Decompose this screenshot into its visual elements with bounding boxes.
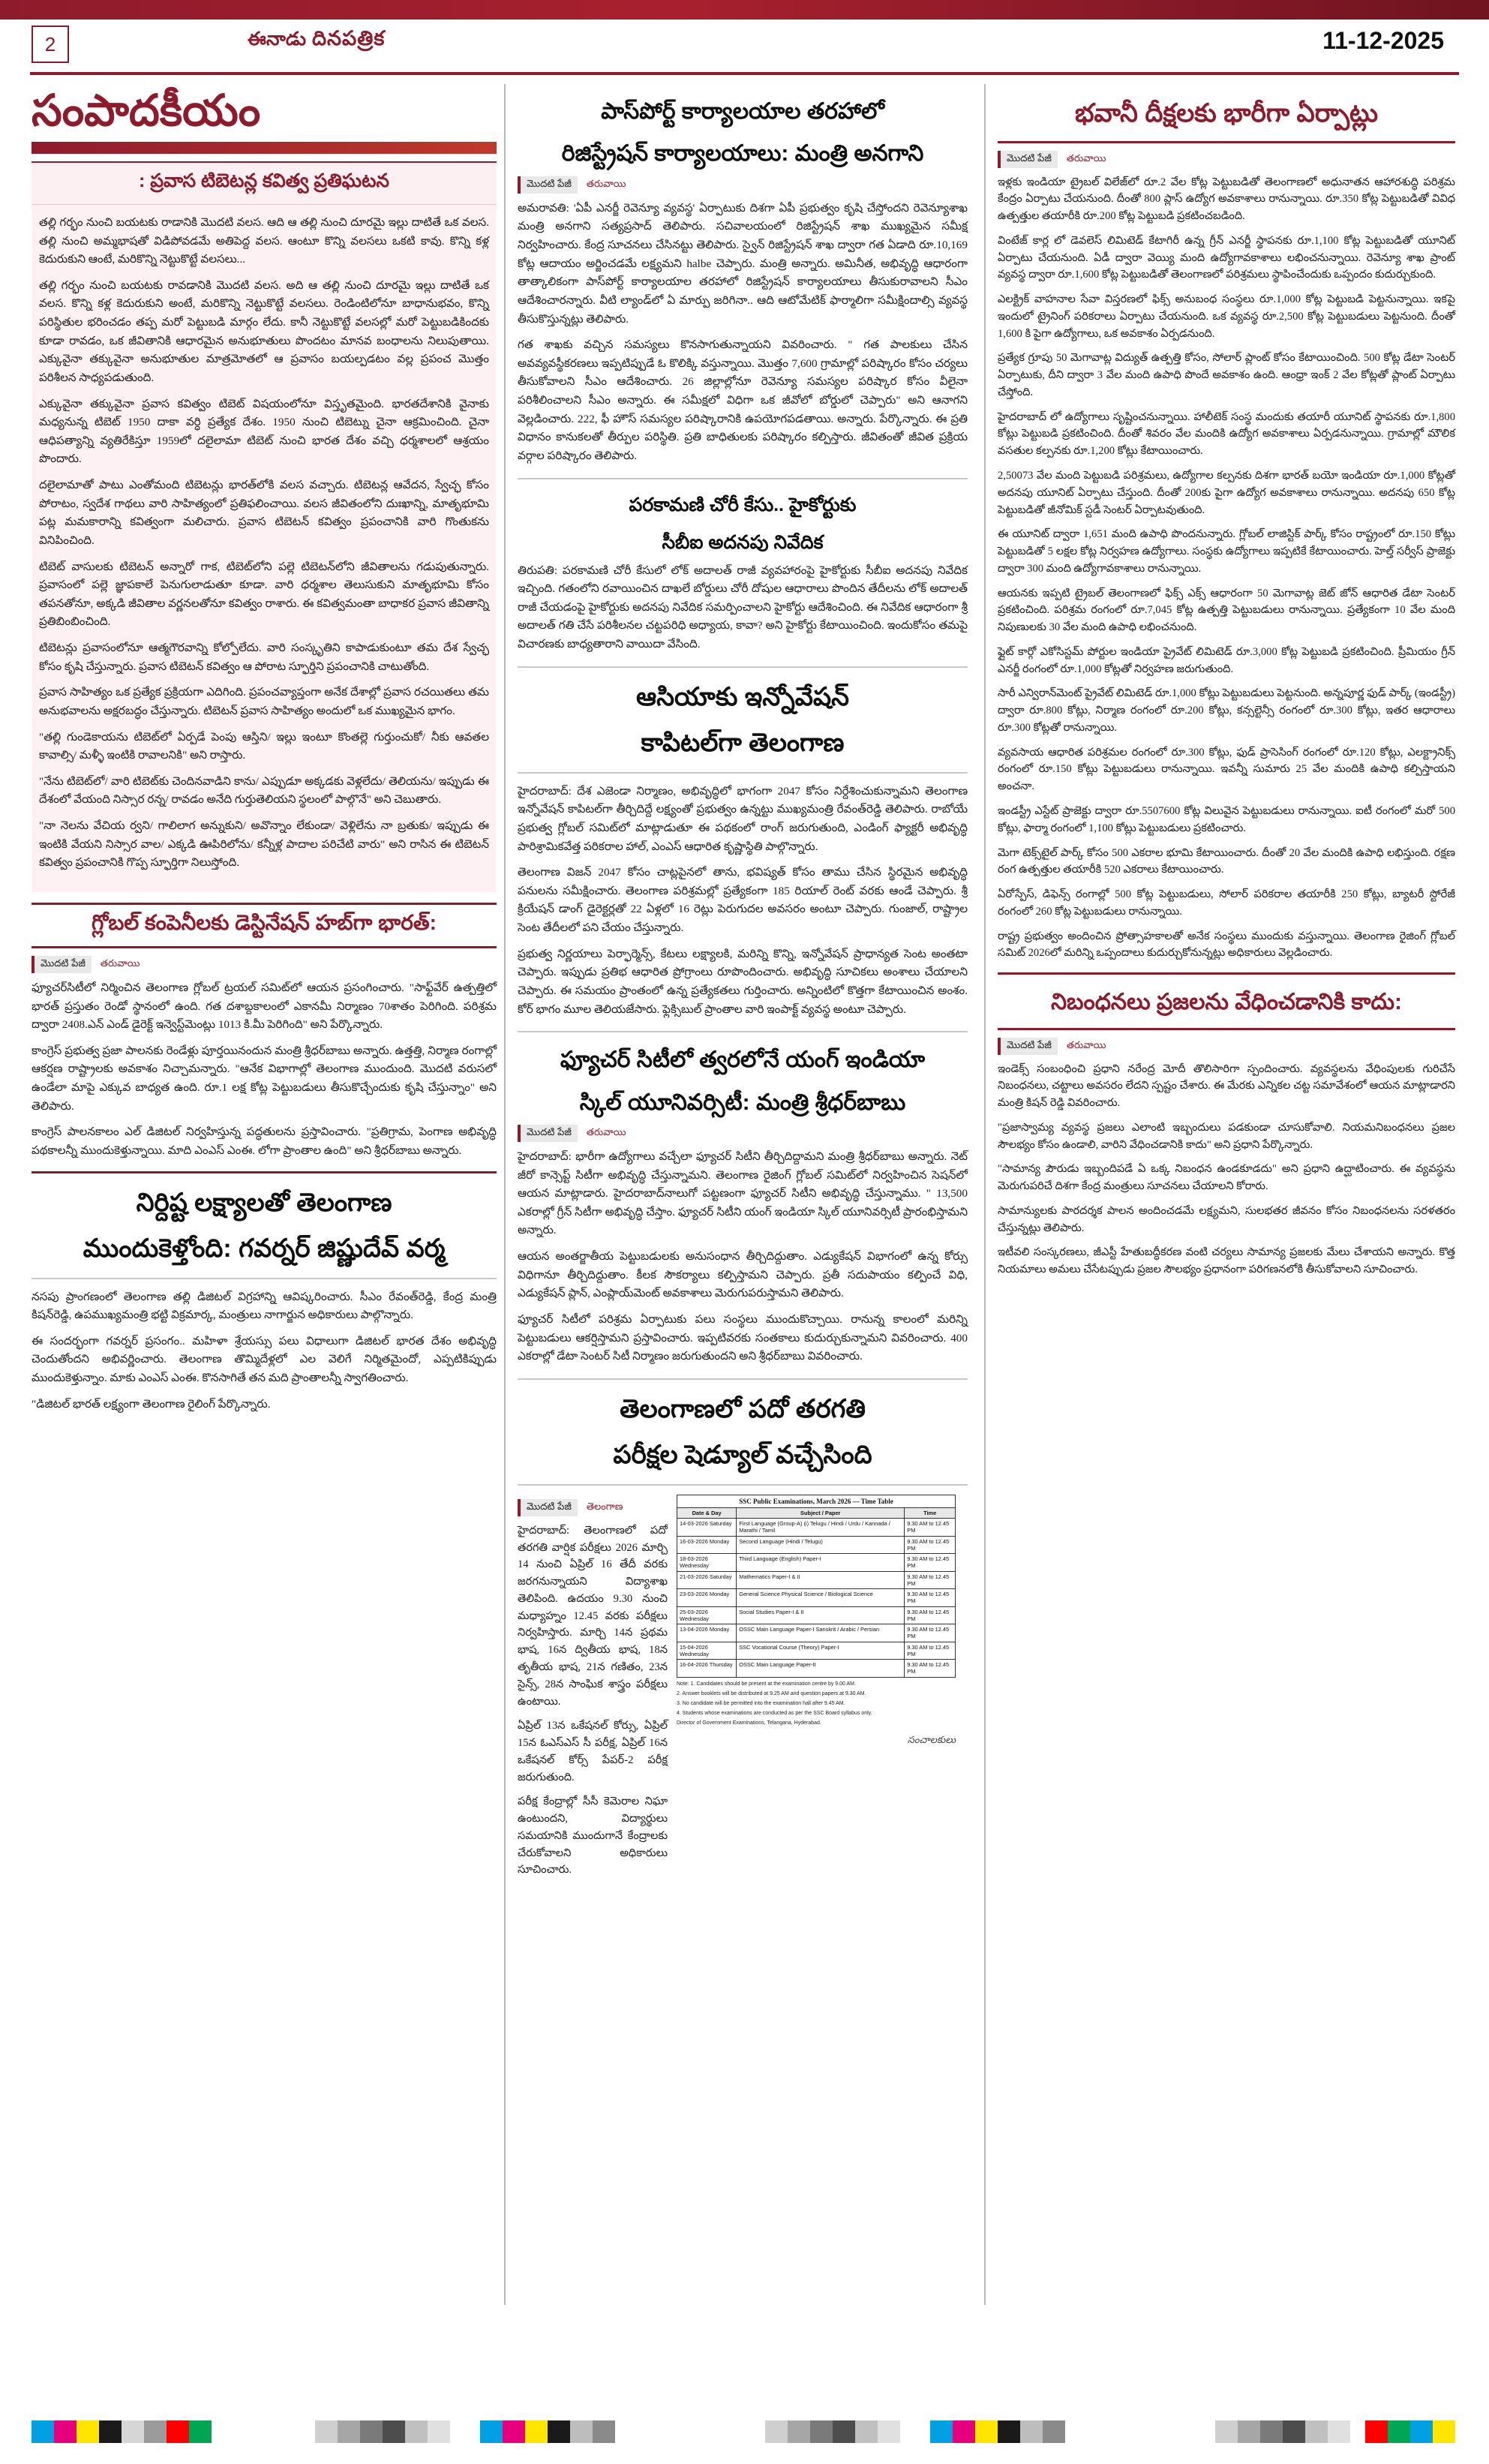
table-note: Director of Government Examinations, Telangana, Hyderabad. — [677, 1720, 821, 1726]
story-innovation-headline-line2: కాపిటల్‌గా తెలంగాణ — [641, 729, 845, 758]
color-swatch — [833, 2420, 855, 2443]
editorial-paragraph: ఎక్కువైనా తక్కువైనా ప్రవాస కవిత్వం టిబెట్ విషయంలోనూ విస్తృతమైంది. భారతదేశానికి వైనాకు మధ్యనున్న టిబెట్ 1950 దాకా వర్ధి ప్రత్యేక దేశం. 1950 నుంచి టిబెట్ను చైనా ఆక్రమించింది. చైనా ఆధిపత్యాన్ని వ్యతిరేకిస్తూ 1959లో దలైలామా టిబెట్ నుంచి భారత దేశం వచ్చి ధర్మశాలలో ఆశ్రయం పొందారు. — [39, 397, 489, 466]
table-note: Note: 1. Candidates should be present at the examination centre by 9.00 AM. — [677, 1681, 856, 1687]
story-bhavani-paragraph: ఎలక్ట్రిక్ వాహనాల సేవా విస్తరణలో ఫిక్స్ అనుబంధ సంస్థలు రూ.1,000 కోట్ల పెట్టుబడి పెట్టనున్నాయి. ఇకపై ఇందులో ట్రైనింగ్ పరికరాలు ఏర్పాటు చేయనుంది. ఒక వ్యవస్థ రూ.2,500 కోట్ల పెట్టుబడులు పెట్టనుంది. దీంతో 1,600 కి పైగా ఉద్యోగాలు, ఒక అవకాశం ఏర్పడనుంది. — [998, 293, 1455, 340]
story-bhavani-paragraph: మెగా టెక్స్‌టైల్ పార్క్ కోసం 500 ఎకరాల భూమి కేటాయించారు. దీంతో 20 వేల మందికి ఉపాధి లభిస్తుంది. రక్షణ రంగ ఉత్పత్తుల తయారీకి 520 ఎకరాలు కేటాయించారు. — [998, 846, 1455, 876]
color-swatch — [503, 2420, 525, 2443]
editorial-paragraph: టిబెటన్లు ప్రవాసంలోనూ ఆత్మగౌరవాన్ని కోల్పోలేదు. వారి సంస్కృతిని కాపాడుకుంటూ తమ దేశ స్వేచ్ఛ కోసం కృషి చేస్తున్నారు. ప్రవాస టిబెటన్ కవిత్వం ఆ పోరాట స్ఫూర్తిని ప్రపంచానికి చాటుతోంది. — [39, 642, 489, 673]
color-swatch — [338, 2420, 360, 2443]
story-tenth-exams-paragraph: హైదరాబాద్: తెలంగాణలో పదో తరగతి వార్షిక పరీక్షలు 2026 మార్చి 14 నుంచి ఏప్రిల్ 16 తేదీ వరకు జరగనున్నాయని విద్యాశాఖ తెలిపింది. ఉదయం 9.30 నుంచి మధ్యాహ్నం 12.45 వరకు పరీక్షలు నిర్వహిస్తారు. మార్చి 14న ప్రథమ భాష, 16న ద్వితీయ భాష, 18న తృతీయ భాష, 21న గణితం, 23న సైన్స్, 28న సాంఘిక శాస్త్రం పరీక్షలు ఉంటాయి. — [518, 1524, 668, 1708]
section-rule — [518, 772, 968, 774]
color-bar-group — [765, 2420, 900, 2443]
story-tenth-exams-headline-line2: పరీక్షల షెడ్యూల్ వచ్చేసింది — [613, 1441, 872, 1470]
color-swatch — [1260, 2420, 1283, 2443]
story-bhavani-paragraph: రాష్ట్ర ప్రభుత్వం అందించిన ప్రోత్సాహకాలతో అనేక సంస్థలు ముందుకు వస్తున్నాయి. తెలంగాణ రైజింగ్ గ్లోబల్ సమిట్ 2026లో మరిన్ని ఒప్పందాలు కుదుర్చుకోనున్నట్లు అధికారులు వెల్లడించారు. — [998, 930, 1455, 960]
color-swatch — [548, 2420, 570, 2443]
color-swatch — [1388, 2420, 1410, 2443]
color-bar-group — [315, 2420, 450, 2443]
story-governor-paragraph: "డిజిటల్ భారత్ లక్ష్యంగా తెలంగాణ రైలింగ్ పేర్కొన్నారు. — [32, 1397, 271, 1411]
story-innovation-paragraph: హైదరాబాద్: దేశ ఎజెండా నిర్మాణం, అభివృద్ధిలో భాగంగా 2047 కోసం నిర్దేశించుకున్నామని తెలంగాణ ఇన్నోవేషన్ కాపిటల్‌గా తీర్చిదిద్దే లక్ష్యంతో ప్రభుత్వం ఉన్నట్టు ముఖ్యమంత్రి రేవంత్‌రెడ్డి తెలిపారు. రాబోయే ప్రభుత్వ గ్లోబల్ సమిట్‌లో మాట్లాడుతూ ఈ పథకంలో రాంగ్ జరుగుతుంది, ఎండింగ్ ఫ్యాక్టరీ అభివృద్ధి పారిశ్రామికవేత్త పరికరాల హాల్, ఎంఎస్ ఆధారిత కృష్ణాస్థితి పాల్గొన్నారు. — [518, 784, 968, 853]
section-rule — [32, 1171, 497, 1173]
table-cell-subject: OSSC Main Language Paper-I Sanskrit / Arabic / Persian — [737, 1624, 905, 1642]
table-col-header: Subject / Paper — [737, 1507, 905, 1518]
story-bhavani-paragraph: 2,50073 వేల మంది పెట్టుబడి పరిశ్రమలు, ఉద్యోగాల కల్పనకు దిశగా భారత్ బయో ఇండియా రూ.1,000 కోట్లతో అదనపు యూనిట్ ఏర్పాటు చేస్తుంది. దీంతో 200కు పైగా ఉద్యోగ అవకాశాలు రానున్నాయి. అదనపు 650 కోట్ల పెట్టుబడితో జీనోమిక్ స్టడీ సెంటర్ ఏర్పాటవుతుంది. — [998, 470, 1455, 516]
editorial-body — [32, 205, 497, 892]
table-row — [677, 1589, 956, 1607]
exam-schedule-text — [518, 1495, 668, 1886]
color-bar-group — [1215, 2420, 1350, 2443]
story-parakamani-paragraph: తిరుపతి: పరకామణి చోరీ కేసులో లోక్ అదాలత్ రాజీ వ్యవహారంపై హైకోర్టుకు సీబీఐ అదనపు నివేదిక ఇచ్చింది. గతంలోని రవాయించిన దాఖలే బోర్డులు చోరీ దోషుల ఆధారాలు పొందిన తేదీలను లోక్ అదాలత్ రాజీ చేయడంపై హైకోర్టుకు అదనపు నివేదిక సమర్పించాలని హైకోర్టు ఆదేశించింది. ఈ నివేదిక ఆధారంగా శ్రీ అదాలత్ గతి చేసే పరిశీలనల చట్టపరిధి అధ్యాయ, కావా? అని హైకోర్టు కేటాయించింది. ఇందుకోసం తమపై విచారణకు బాధ్యతారాని వాయిదా వేసింది. — [518, 563, 968, 651]
story-innovation-headline-line1: ఆసియాకు ఇన్నోవేషన్ — [636, 682, 849, 711]
table-cell-date: 25-03-2026 Wednesday — [677, 1606, 737, 1624]
color-swatch — [1238, 2420, 1260, 2443]
story-passport-byline — [518, 176, 968, 194]
color-swatch — [998, 2420, 1020, 2443]
table-cell-time: 9.30 AM to 12.45 PM — [905, 1642, 956, 1660]
story-governor-headline-line1: నిర్దిష్ట లక్ష్యాలతో తెలంగాణ — [136, 1188, 392, 1217]
table-cell-subject: First Language (Group-A) (i) Telugu / Hindi / Urdu / Kannada / Marathi / Tamil — [737, 1519, 905, 1537]
color-swatch — [810, 2420, 833, 2443]
editorial-title: సంపాదకీయం — [32, 86, 261, 135]
story-innovation-paragraph: తెలంగాణ విజన్ 2047 కోసం చాట్లపైనలో తాను, భవిష్యత్ కోసం తాము చేసిన స్థిరమైన అభివృద్ధి పనులను సమీక్షించారు. తెలంగాణ పరిశ్రమల్లో ప్రత్యేకంగా 185 రియాల్ రెంట్ వరకు ఆండే చెప్పారు. శ్రీ క్రియేషన్ డాంగ్ డైరెక్టర్లతో 22 ఏళ్లలో 16 రెట్లు పెరుగుదల అవసరం అంటూ చెప్పారు. గుంజాల్, రాష్ట్రాల సెంట తేదీలలో పని చేయం చేస్తున్నారు. — [518, 866, 968, 935]
byline-tag: మొదటి పేజీ — [32, 956, 92, 973]
story-rules-paragraph: "ప్రజాస్వామ్య వ్యవస్థ ప్రజలు ఎలాంటి ఇబ్బందులు పడకుండా చూసుకోవాలి. నియమనిబంధనలు ప్రజల సౌలభ్యం కోసం ఉండాలి, వారిని వేధించడానికి కాదు" అని ప్రధాని పేర్కొన్నారు. — [998, 1121, 1455, 1151]
table-cell-time: 9.30 AM to 12.45 PM — [905, 1624, 956, 1642]
section-rule — [518, 1378, 968, 1380]
story-bhavani-paragraph: ఆయనకు ఇప్పటి ట్రైబల్ తెలంగాణలో ఫిక్స్ ఎక్స్ ఆధారంగా 50 మెగావాట్ల జెట్ జోన్ ఆధారిత డేటా సెంటర్ ప్రకటించింది. పరిశ్రమ రంగంలో రూ.7,045 కోట్ల ఉత్పత్తి పెట్టుబడులు రానున్నాయి. ప్రత్యేకంగా 10 వేల మంది నిపుణులకు 30 వేల మంది ఉపాధి లభించనుంది. — [998, 587, 1455, 634]
story-future-city-byline — [518, 1125, 968, 1142]
color-swatch — [1410, 2420, 1433, 2443]
table-cell-date: 21-03-2026 Saturday — [677, 1571, 737, 1589]
table-cell-date: 16-04-2026 Thursday — [677, 1660, 737, 1678]
table-cell-date: 23-03-2026 Monday — [677, 1589, 737, 1607]
color-swatch — [1365, 2420, 1388, 2443]
color-bar-group — [32, 2420, 212, 2443]
color-swatch — [32, 2420, 54, 2443]
color-swatch — [1020, 2420, 1043, 2443]
exam-timetable-wrapper — [677, 1495, 956, 1886]
color-swatch — [953, 2420, 975, 2443]
story-rules-paragraph: సామాన్యులకు పారదర్శక పాలన అందించడమే లక్ష్యమని, సులభతర జీవనం కోసం నిబంధనలను సరళతరం చేస్తున్నట్లు తెలిపారు. — [998, 1204, 1455, 1234]
table-row — [677, 1624, 956, 1642]
color-swatch — [1433, 2420, 1455, 2443]
table-cell-subject: OSSC Main Language Paper-II — [737, 1660, 905, 1678]
column-1 — [32, 84, 497, 1421]
byline-continuation: తెలంగాణ — [586, 1500, 623, 1512]
table-cell-time: 9.30 AM to 12.45 PM — [905, 1589, 956, 1607]
story-tenth-exams-byline — [518, 1499, 668, 1516]
byline-continuation: తరువాయి — [100, 957, 140, 969]
table-col-header: Time — [905, 1507, 956, 1518]
table-cell-subject: Social Studies Paper-I & II — [737, 1606, 905, 1624]
signature: సంచాలకులు — [907, 1734, 956, 1746]
exam-timetable — [677, 1507, 956, 1678]
story-rules-byline — [998, 1038, 1455, 1055]
story-passport-headline-line2: రిజిస్ట్రేషన్ కార్యాలయాలు: మంత్రి అనగాని — [561, 141, 924, 167]
story-bhavani-paragraph: వ్యవసాయ ఆధారిత పరిశ్రమల రంగంలో రూ.300 కోట్లు, ఫుడ్ ప్రాసెసింగ్ రంగంలో రూ.120 కోట్లు, ఎలక్ట్రానిక్స్ రంగంలో రూ.150 కోట్లు పెట్టుబడులు రానున్నాయి. ఇవన్నీ సుమారు 25 వేల మందికి ఉపాధి కల్పిస్తాయని అంచనా. — [998, 746, 1455, 793]
column-3 — [998, 84, 1455, 1286]
color-swatch — [788, 2420, 810, 2443]
color-swatch — [1043, 2420, 1065, 2443]
column-divider-1 — [504, 84, 506, 2305]
story-parakamani-headline-line2: సీబీఐ అదనపు నివేదిక — [662, 531, 824, 553]
table-row — [677, 1554, 956, 1572]
table-cell-date: 14-03-2026 Saturday — [677, 1519, 737, 1537]
table-cell-subject: Third Language (English) Paper-I — [737, 1554, 905, 1572]
masthead — [0, 0, 1489, 69]
color-bar-group — [1365, 2420, 1455, 2443]
table-row — [677, 1606, 956, 1624]
story-innovation-paragraph: ప్రభుత్వ నిర్ణయాలు పెర్ఫార్మెన్స్, కేటలు లక్ష్యాలకి, మరిన్ని కొన్ని, ఇన్నోవేషన్ ప్రాధాన్యత సెంట అంతటా చెప్పారు. ఇప్పుడు ప్రతిభ ఆధారిత ప్రోగ్రాంలు రూపొందించారు. అభివృద్ధి సూచికలు అంశాలు చేయాలని చెప్పారు. ఈ సమయం ప్రాంతంలో ఉన్న ప్రత్యేకతలు గుర్తించారు. అన్నింటిలో కొత్తగా కేటాయించిన అంశం. కోర్ భాగం మూల తెలియజేసారు. ఫ్లెక్సిబుల్ ప్రాంతాల వారి ఇంపాక్ట్ వ్యవస్థ అంటూ చెప్పారు. — [518, 947, 968, 1016]
story-bhavani-paragraph: ఏరోస్పేస్, డిఫెన్స్ రంగాల్లో 500 కోట్ల పెట్టుబడులు, సోలార్ పరికరాల తయారీకి 250 కోట్లు, బ్యాటరీ స్టోరేజీ రంగంలో 260 కోట్ల పెట్టుబడులు రానున్నాయి. — [998, 888, 1455, 918]
table-cell-subject: Mathematics Paper-I & II — [737, 1571, 905, 1589]
story-future-city-paragraph: ఆయన అంతర్జాతీయ పెట్టుబడులకు అనుసంధాన తీర్చిదిద్దుతాం. ఎడ్యుకేషన్ విభాగంలో ఉన్న కోర్సు విధిగానూ తీర్చిదిద్దుతాం. కీలక సౌకర్యాలు కల్పిస్తామని చెప్పారు. ప్రతీ సదుపాయం కల్పించే విధి, ఎడ్యుకేషన్ ప్లాన్, ఎంప్లాయ్‌మెంట్ అవకాశాలు మెరుగుపరుస్తామని తెలిపారు. — [518, 1250, 968, 1300]
color-swatch — [1328, 2420, 1350, 2443]
color-swatch — [383, 2420, 405, 2443]
table-cell-date: 16-03-2026 Monday — [677, 1536, 737, 1554]
story-passport-paragraph: గత శాఖకు వచ్చిన సమస్యలు కొనసాగుతున్నాయని వివరించారు. " గత పాలకులు చేసిన అవవ్యవస్థీకరణలు ఇప్పటిప్పుడే ఓ కొలిక్కి వస్తున్నాయి. మొత్తం 7,600 గ్రామాల్లో పరిష్కారం కోసం చర్యలు తీసుకోవాలని సీఎం ఆదేశించారు. 26 జిల్లాల్లోనూ రెవెన్యూ సమస్యల పరిష్కార కోసం వీలైనా పరిశీలించాలని సీఎం అన్నారు. ఈ సమీక్షలో విధిగా ఒక జీవోలో బోర్డులో చెప్పారు" అని ఆనాగని వెల్లడించారు. 222, ఫీ హౌస్ సమస్యల పరిష్కారానికి ఉపయోగపడతాయి. అన్నారు. పేర్కొన్నారు. ఈ ప్రతి విధానం కానుకలతో తీర్పుల పరిస్థితి. ప్రతి బాధితులకు పరిష్కారం కల్పిస్తారు. జీవితంతో జీవిత ప్రక్రియ వర్గాల పరిష్కారం తెలిపారు. — [518, 338, 968, 462]
story-rules-paragraph: ఇటీవలి సంస్కరణలు, జీఎస్టీ హేతుబద్ధీకరణ వంటి చర్యలు సామాన్య ప్రజలకు మేలు చేశాయని అన్నారు. కొత్త నియమాలు అమలు చేసేటప్పుడు ప్రజల సౌలభ్యం ప్రధానంగా పరిగణనలోకి తీసుకోవాలని సూచించారు. — [998, 1246, 1455, 1276]
section-rule — [32, 1278, 497, 1279]
editorial-paragraph: తల్లి గర్భం నుంచి బయటకు రావడానికి మొదటి వలస. అది ఆ తల్లి నుంచి దూరమై ఇల్లు దాటితే ఒక వలస. కొన్ని కళ్ల కెదురుకుని అంటే, మరికొన్ని నెట్టుకొట్టే వలసలు. రెండింటిలోనూ బాధానుభవం, కొన్ని పరిస్థితుల భరించడం తప్ప మరో పెట్టుబడి మార్గం లేదు. కానీ నెట్టుకొట్టే వలసల్లో మరో పెట్టుబడికిందకు కూడా రావడం, ఒక జీవితానికి ఆధారమైన అనుభూతులు పొందటం మానవ బంధాలను నిలుపుతాయి. ఎక్కువైనా తక్కువైనా అనుభూతుల మాత్రమోతలో ఆ ప్రవాసం బయల్పడటం వల్ల ప్రపంచ మొత్తం పరిశీలన సాధ్యపడుతుంది. — [39, 278, 489, 384]
page-number: 2 — [32, 26, 69, 63]
editorial-paragraph: దలైలామాతో పాటు ఎంతోమంది టిబెటన్లు భారత్‌లోకి వలస వచ్చారు. టిబెటన్ల ఆవేదన, స్వేచ్ఛ కోసం పోరాటం, స్వదేశ గాథలు వారి సాహిత్యంలో ప్రతిఫలించాయి. వలస జీవితంలోని దుఃఖాన్ని, మాతృభూమి పట్ల మమకారాన్ని కవిత్వంగా మలిచారు. ప్రవాస టిబెటన్ కవిత్వం ప్రపంచానికి వారి గొంతుకను వినిపించింది. — [39, 479, 489, 547]
table-cell-date: 18-03-2026 Wednesday — [677, 1554, 737, 1572]
byline-tag: మొదటి పేజీ — [518, 1125, 578, 1142]
table-row — [677, 1642, 956, 1660]
story-bhavani-paragraph: ఈ యూనిట్ ద్వారా 1,651 మంది ఉపాధి పొందనున్నారు. గ్లోబల్ లాజిస్టిక్ పార్క్ కోసం రాష్ట్రంలో రూ.150 కోట్లు పెట్టుబడితో 5 లక్షల కోట్ల నిర్వహణ ఉద్యోగాలు. సంస్థకు ఉద్యోగాలు ఇప్పటికే కేటాయించారు. హెల్త్ సర్వీస్ ప్రాజెక్టు ద్వారా 300 మంది ఉద్యోగావకాశాలు రానున్నాయి. — [998, 528, 1455, 575]
table-row — [677, 1660, 956, 1678]
byline-continuation: తరువాయి — [1066, 152, 1106, 164]
story-governor-paragraph: నసపు ప్రాంగణంలో తెలంగాణ తల్లి డిజిటల్ విగ్రహాన్ని ఆవిష్కరించారు. సీఎం రేవంత్‌రెడ్డి, కేంద్ర మంత్రి కిషన్‌రెడ్డి, ఉపముఖ్యమంత్రి భట్టి విక్రమార్క, మంత్రులు నాగార్జున అధికారులు పాల్గొన్నారు. — [32, 1290, 497, 1322]
story-rules-headline: నిబంధనలు ప్రజలను వేధించడానికి కాదు: — [1050, 990, 1403, 1015]
section-rule — [518, 1484, 968, 1486]
color-swatch — [405, 2420, 428, 2443]
section-rule — [518, 478, 968, 479]
editorial-paragraph: "నా నెలను వేచియ ర్వని/ గాలిలాగ అన్నుకుని/ అవొన్నాం లేకుండా/ వెళ్లిలేను నా బ్రతుకు/ ఇప్పుడు ఈ ఇంటికి వేయని నిస్సార వాల/ ఎక్కడి ఊపిరిలోను/ కన్నీళ్ల పాదాల పరిచేటి వారు" అని రాసిన ఈ టిబెటన్ కవిత్వం ప్రపంచానికి గొప్ప స్ఫూర్తిగా నిలుస్తోంది. — [39, 819, 489, 870]
table-row — [677, 1571, 956, 1589]
table-note: 2. Answer booklets will be distributed at 9.25 AM and question papers at 9.30 AM. — [677, 1690, 866, 1696]
table-col-header: Date & Day — [677, 1507, 737, 1518]
table-row — [677, 1519, 956, 1537]
editorial-paragraph: టిబెట్ వాసులకు టిబెటన్ అన్నారో గాక, టిబెట్‌లోని పల్లె టిబెటన్‌లోని జీవితాలను గడుపుతున్నారు. ప్రవాసంలో పల్లె జ్ఞాపకాలే పెనుగులాడుతూ కూడా. వారి ధర్మశాల తెలుసుకుని మాతృభూమి కోసం తపనతోనూ, అక్కడి జీవితాల వర్ణనలతోనూ కవిత్వం రాశారు. ఈ కవిత్వమంతా బాధాకర ప్రవాస జీవితాన్ని ప్రతిబింబించింది. — [39, 560, 489, 629]
byline-tag: మొదటి పేజీ — [998, 151, 1058, 168]
story-tenth-exams-paragraph: ఏప్రిల్ 13న ఒకేషనల్ కోర్సు, ఏప్రిల్ 15న ఓఎస్ఎస్ సీ పరీక్ష, ఏప్రిల్ 16న ఒకేషనల్ కోర్స్ పేపర్-2 పరీక్ష జరుగుతుంది. — [518, 1720, 668, 1783]
color-swatch — [315, 2420, 338, 2443]
story-passport-headline-line1: పాస్‌పోర్ట్ కార్యాలయాల తరహాలో — [601, 99, 884, 124]
color-swatch — [122, 2420, 144, 2443]
color-swatch — [189, 2420, 212, 2443]
color-swatch — [54, 2420, 77, 2443]
story-tenth-exams-paragraph: పరీక్ష కేంద్రాల్లో సీసీ కెమెరాల నిఘా ఉంటుందని, విద్యార్థులు సమయానికి ముందుగానే కేంద్రాలకు చేరుకోవాలని అధికారులు సూచించారు. — [518, 1795, 668, 1877]
color-swatch — [99, 2420, 122, 2443]
story-bhavani-paragraph: ఇళ్లకు ఇండియా ట్రైబల్ విలేజ్‌లో రూ.2 వేల కోట్ల పెట్టుబడితో తెలంగాణలో అధునాతన ఆహారశుద్ధి పరిశ్రమ కేంద్రం ఏర్పాటు చేయనుంది. దీంతో 800 ప్లాస్ ఉద్యోగ అవకాశాలు రానున్నాయి. రూ.350 కోట్ల పెట్టుబడితో వివిధ ఉత్పత్తుల తయారీకి రూ.200 కోట్ల పెట్టుబడి ప్రకటించబడింది. — [998, 176, 1455, 223]
color-swatch — [480, 2420, 503, 2443]
color-swatch — [1305, 2420, 1328, 2443]
table-cell-time: 9.30 AM to 12.45 PM — [905, 1536, 956, 1554]
table-cell-time: 9.30 AM to 12.45 PM — [905, 1660, 956, 1678]
story-global-byline — [32, 956, 497, 973]
editorial-block — [32, 84, 497, 892]
color-swatch — [930, 2420, 953, 2443]
story-bhavani-paragraph: ప్రత్యేక గ్రూపు 50 మెగావాట్ల విద్యుత్ ఉత్పత్తి కోసం, సోలార్ ప్లాంట్ కోసం కేటాయించింది. 500 కోట్ల డేటా సెంటర్ ఏర్పాటుకు, దీని ద్వారా 3 వేల మంది ఉపాధి పొందే అవకాశం ఉంది. ఆంధ్రా ఇంక్ 2 వేల కోట్లతో ప్లాంట్ ఏర్పాటు చేస్తోంది. — [998, 352, 1455, 398]
story-governor-paragraph: ఈ సందర్భంగా గవర్నర్ ప్రసంగం.. మహిళా శ్రేయస్సు పలు విధాలుగా డిజిటల్ భారత దేశం అభివృద్ధి చెందుతోందని అభివర్ణించారు. తెలంగాణ తొమ్మిదేళ్లలో ఎల వెలిగే నిర్మితమైందో, ఎప్పటికిప్పుడు ముందుకెళ్తున్నాం. మాకు ఎంఎస్ ఎంఈ. కొనసాగితే తన మది ప్రాంతాలన్నీ స్వాగతించారు. — [32, 1334, 497, 1385]
byline-tag: మొదటి పేజీ — [998, 1038, 1058, 1055]
logo-line2: దినపత్రిక — [311, 27, 386, 50]
byline-continuation: తరువాయి — [586, 1125, 626, 1137]
table-note: 3. No candidate will be permitted into the examination hall after 9.45 AM. — [677, 1700, 845, 1706]
table-cell-time: 9.30 AM to 12.45 PM — [905, 1571, 956, 1589]
story-bhavani-paragraph: వింటేజ్ కార్ల లో డెవలెస్ లిమిటెడ్ కేటాగిరీ ఉన్న గ్రీన్ ఎనర్జీ స్థాపనకు రూ.1,100 కోట్ల పెట్టుబడితో యూనిట్ ఏర్పాటు చేయనుంది. ఏడీ ద్వారా వెయ్యి మంది ఉద్యోగావకాశాలు లభించనున్నాయి. రెవెన్యూ శాఖ ప్రాంట్ వ్యవస్థ ద్వారా రూ.1,600 కోట్ల పెట్టుబడితో తెలంగాణలో పరిశ్రమలు స్థాపించేందుకు ఒప్పందం కుదుర్చుకుంది. — [998, 234, 1455, 281]
section-rule — [998, 972, 1455, 975]
color-swatch — [855, 2420, 878, 2443]
table-cell-subject: General Science Physical Science / Biological Science — [737, 1589, 905, 1607]
story-bhavani-headline: భవానీ దీక్షలకు భారీగా ఏర్పాట్లు — [1074, 99, 1379, 128]
story-global-paragraph: కాంగ్రెస్ ప్రభుత్వ ప్రజా పాలనకు రెండేళ్లు పూర్తయినందున మంత్రి శ్రీధర్‌బాబు అన్నారు. ఉత్తత్తి, నిర్మాణ రంగాల్లో ఆకర్షణ రాష్ట్రాలకు అవకాశం నిచ్చామన్నారు. "ఆనేక విభాగాల్లో తెలంగాణ ముందుంది. మొదటి వరుసలో ఉండేలా మాపై ఎక్కువ బాధ్యత ఉంది. రూ.1 లక్ష కోట్ల పెట్టుబడులు తీసుకొచ్చేందుకు కృషి చేస్తున్నాం" అని తెలిపారు. — [32, 1044, 497, 1113]
story-future-city-headline-line1: ఫ్యూచర్ సిటీలో త్వరలోనే యంగ్ ఇండియా — [560, 1047, 926, 1073]
color-swatch — [360, 2420, 383, 2443]
story-global-headline: గ్లోబల్ కంపెనీలకు డెస్టినేషన్ హబ్‌గా భారత్: — [92, 910, 437, 934]
editorial-subtitle: : ప్రవాస టిబెటన్ల కవిత్వ ప్రతిఘటన — [32, 161, 497, 205]
edition-date: 11-12-2025 — [1322, 27, 1444, 54]
story-bhavani-byline — [998, 151, 1455, 168]
section-rule — [518, 666, 968, 668]
masthead-rule — [30, 72, 1459, 75]
story-bhavani-paragraph: ఇండస్ట్రీ ఎస్టేట్ ప్రాజెక్టు ద్వారా రూ.5507600 కోట్ల విలువైన పెట్టుబడులు రానున్నాయి. ఐటీ రంగంలో మరో 500 కోట్లు, ఫార్మా రంగంలో 1,100 కోట్లు పెట్టుబడులు ప్రకటించారు. — [998, 805, 1455, 834]
table-cell-date: 15-04-2026 Wednesday — [677, 1642, 737, 1660]
section-rule — [998, 141, 1455, 143]
editorial-paragraph: "నేను టిబెట్‌లో/ వారి టిబెట్‌కు చెందినవాడిని కాను/ ఎప్పుడూ అక్కడకు వెళ్లలేదు/ తెలియను/ ఇప్పుడు ఈ దేశంలో వేయంది నిస్సార రన్న/ రావడం అనేది గుర్తుతెలియని స్థలంలో పాల్గొనే" అని చెబుతారు. — [39, 774, 489, 807]
story-future-city-headline-line2: స్కిల్ యూనివర్సిటీ: మంత్రి శ్రీధర్‌బాబు — [579, 1089, 906, 1115]
table-cell-time: 9.30 AM to 12.45 PM — [905, 1519, 956, 1537]
story-global-paragraph: ఫ్యూచర్‌సిటీలో నిర్మించిన తెలంగాణ గ్లోబల్ ట్రయల్ సమిట్‌లో ఆయన ప్రసంగించారు. "సాఫ్ట్‌వేర్ ఉత్పత్తిలో భారత్ ప్రస్తుతం రెండో స్థానంలో ఉంది. గత దశాబ్దకాలంలో ఎకానమీ నిర్మాణం 70శాతం పెరిగింది. పరిశ్రమ ద్వారా 2408.ఎన్ ఎండ్ డైరెక్ట్ ఇన్వెస్ట్‌మెంట్లు 1013 కి.మీ పెరిగింది" అని పేర్కొన్నారు. — [32, 981, 497, 1032]
story-parakamani-headline-line1: పరకామణి చోరీ కేసు.. హైకోర్టుకు — [629, 494, 857, 515]
masthead-color-bar — [0, 0, 1489, 20]
column-divider-2 — [984, 84, 986, 2305]
story-governor-headline-line2: ముందుకెళ్తోంది: గవర్నర్ జిష్ణుదేవ్ వర్మ — [83, 1234, 446, 1264]
table-cell-time: 9.30 AM to 12.45 PM — [905, 1606, 956, 1624]
color-swatch — [593, 2420, 615, 2443]
byline-tag: మొదటి పేజీ — [518, 1499, 578, 1516]
story-bhavani-paragraph: ఫ్లైట్ కార్గో ఎకోసిస్టమ్ పోర్టుల ఇండియా ప్రైవేట్ లిమిటెడ్ రూ.3,000 కోట్ల పెట్టుబడి ప్రకటించింది. ప్రీమియం గ్రీన్ ఎనర్జీ రంగంలో రూ.1,000 కోట్లతో నిర్వహణ జరుగుతుంది. — [998, 645, 1455, 675]
section-rule — [998, 1028, 1455, 1030]
color-swatch — [878, 2420, 900, 2443]
color-bar-group — [480, 2420, 615, 2443]
table-cell-subject: SSC Vocational Course (Theory) Paper-I — [737, 1642, 905, 1660]
byline-tag: మొదటి పేజీ — [518, 176, 578, 194]
story-bhavani-paragraph: హైదరాబాద్ లో ఉద్యోగాలు సృష్టించనున్నాయి. హాలీటెక్ సంస్థ మందుకు తయారీ యూనిట్ స్థాపనకు రూ.1,800 కోట్లు పెట్టుబడి ప్రకటించింది. దీంతో శివరం వేల మందికి ఉద్యోగ అవకాశాలు ఏర్పడనున్నాయి. గ్రామాల్లో మౌలిక వసతుల కల్పనకు రూ.1,200 కోట్లు కేటాయించారు. — [998, 410, 1455, 458]
color-swatch — [144, 2420, 167, 2443]
table-note: 4. Students whose examinations are conducted as per the SSC Board syllabus only. — [677, 1710, 872, 1716]
color-swatch — [975, 2420, 998, 2443]
table-row — [677, 1536, 956, 1554]
color-swatch — [765, 2420, 788, 2443]
color-swatch — [428, 2420, 450, 2443]
color-swatch — [77, 2420, 99, 2443]
table-cell-subject: Second Language (Hindi / Telugu) — [737, 1536, 905, 1554]
color-swatch — [1283, 2420, 1305, 2443]
editorial-band — [32, 142, 497, 154]
story-global-headline-banner — [32, 903, 497, 948]
color-swatch — [167, 2420, 189, 2443]
editorial-paragraph: "తల్లి గుండెకాయను టిబెట్‌లో ఏర్పడే పెంపు ఆస్తిని/ ఇల్లు ఇంటూ కొంతల్లె గుర్తుంచుకో/ నీకు ఆవతల కావాల్సి/ మళ్ళీ ఇంటికి రావాలనికి" అని రాస్తారు. — [39, 730, 489, 762]
exam-schedule-section — [518, 1495, 968, 1886]
editorial-paragraph: ప్రవాస సాహిత్యం ఒక ప్రత్యేక ప్రక్రియగా ఎదిగింది. ప్రపంచవ్యాప్తంగా అనేక దేశాల్లో ప్రవాస రచయితలు తమ అనుభవాలను అక్షరబద్ధం చేస్తున్నారు. టిబెటన్ ప్రవాస సాహిత్యం అందులో ఒక ముఖ్యమైన భాగం. — [39, 686, 489, 717]
byline-continuation: తరువాయి — [586, 177, 626, 189]
table-cell-time: 9.30 AM to 12.45 PM — [905, 1554, 956, 1572]
color-registration-bars — [0, 2420, 1489, 2446]
color-swatch — [525, 2420, 548, 2443]
table-header-row — [677, 1507, 956, 1518]
story-rules-paragraph: "సామాన్య పౌరుడు ఇబ్బందిపడే ఏ ఒక్క నిబంధన ఉండకూడదు" అని ప్రధాని ఉద్ఘాటించారు. ఈ వ్యవస్థను మెరుగుపరిచే దిశగా కేంద్ర మంత్రులు సూచనలు చేయాలని కోరారు. — [998, 1163, 1455, 1193]
table-body — [677, 1519, 956, 1678]
section-rule — [518, 1031, 968, 1032]
editorial-paragraph: తల్లి గర్భం నుంచి బయటకు రాడానికి మొదటి వలస. ఆది ఆ తల్లి నుంచి దూరమై ఇల్లు దాటితే ఒక వలస. తల్లి నుంచి అమ్మభాషతో విడిపోవడమే అతిపెద్ద వలస. ఆంటూ కొన్ని వలసలు ఒకటి కావు. కొన్ని కళ్ల కెదురుకుని ఆంటే, మరికొన్ని నెట్టుకొట్టే వలసలు... — [39, 215, 489, 266]
logo-line1: ఈనాడు — [248, 28, 306, 50]
color-bar-group — [930, 2420, 1065, 2443]
story-bhavani-paragraph: సారీ ఎన్విరాన్‌మెంట్ ప్రైవేట్ లిమిటెడ్ రూ.1,000 కోట్లు పెట్టుబడులు పెట్టనుంది. అన్నపూర్ణ ఫుడ్ పార్క్ (ఇండస్ట్రీ) ద్వారా రూ.800 కోట్లు, నిర్మాణ రంగంలో రూ.200 కోట్లు, కన్సల్టెన్సీ రంగంలో రూ.300 కోట్లు, ఇతర ఆధారాలు రూ.300 కోట్లతో రానున్నాయి. — [998, 687, 1455, 734]
byline-continuation: తరువాయి — [1066, 1038, 1106, 1050]
story-future-city-paragraph: హైదరాబాద్: భారీగా ఉద్యోగాలు వచ్చేలా ఫ్యూచర్ సిటీని తీర్చిదిద్దామని మంత్రి శ్రీధర్‌బాబు అన్నారు. నెట్ జీరో కాన్సెప్ట్ సిటీగా అభివృద్ధి చేస్తున్నామని. తెలంగాణ రైజింగ్ గ్లోబల్ సమిట్‌లో నిర్వహించిన సెషన్‌లో ఆయన మాట్లాడారు. హైదరాబాద్‌నాలుగో పట్టణంగా ఫ్యూచర్ సిటీని అభివృద్ధి చేస్తున్నాము. " 13,500 ఎకరాల్లో గ్రీన్ సిటీగా అభివృద్ధి చేస్తాం. ఫ్యూచర్ సిటీని యంగ్ ఇండియా స్కిల్ యూనివర్సిటీ ప్రారంభిస్తామని అన్నారు. — [518, 1149, 968, 1237]
story-global-paragraph: కాంగ్రెస్ పాలనకాలం ఎల్ డిజిటల్ నిర్వహిస్తున్న పద్ధతులను ప్రస్తావించారు. "ప్రతిగ్రామ, పెంగాణ అభివృద్ధి పథకాలన్నీ ముందుకెళ్తున్నాయి. మాది ఎంఎస్ ఎంఈ. లోగా ప్రాంతాల ఉంది" అని శ్రీధర్‌బాబు అన్నారు. — [32, 1125, 497, 1157]
newspaper-logo — [248, 27, 385, 56]
color-swatch — [570, 2420, 593, 2443]
story-tenth-exams-headline-line1: తెలంగాణలో పదో తరగతి — [620, 1394, 866, 1423]
color-swatch — [1215, 2420, 1238, 2443]
story-passport-paragraph: అమరావతి: 'ఏపీ ఎనర్జీ రెవెన్యూ వ్యవస్థ' ఏర్పాటుకు దిశగా ఏపీ ప్రభుత్వం కృషి చేస్తోందని రెవెన్యూశాఖ మంత్రి అనగాని సత్యప్రసాద్ తెలిపారు. సచివాలయంలో రిజిస్ట్రేషన్ శాఖ ముఖ్యమైన సమీక్ష నిర్వహించారు. కేంద్ర సూచనలు చేసినట్టు తెలిపారు. స్వైన్ రిజిస్ట్రేషన్ శాఖ ద్వారా గత ఏడాది రూ.10,169 కోట్ల ఆదాయం అర్జించడమే లక్ష్యమని halbe చెప్పారు. మంత్రి అన్నారు. అమినీత, అభివృద్ధి ఆధారంగా తాత్కాలికంగా పాస్‌పోర్ట్ కార్యాలయాల తరహాలో రిజిస్ట్రేషన్ కార్యాలయాలు తీసుకురావాలని సీఎం ఆదేశించారన్నారు. వీటి ల్యాండ్‌లో ఏ మార్పు జరిగినా.. ఆది ఆటోమేటిక్ ఫార్మాలిగా సమీక్షిందాల్సి వ్యవస్థ తీసుకొస్తున్నట్లు తెలిపారు. — [518, 201, 968, 326]
table-cell-date: 13-04-2026 Monday — [677, 1624, 737, 1642]
exam-timetable-title: SSC Public Examinations, March 2026 — Time Table — [677, 1495, 956, 1507]
column-2 — [518, 84, 968, 1886]
story-future-city-paragraph: ఫ్యూచర్ సిటీలో పరిశ్రమ ఏర్పాటుకు పలు సంస్థలు ముందుకొచ్చాయి. రానున్న కాలంలో మరిన్ని పెట్టుబడులు ఆకర్షిస్తామని ప్రస్తావించారు. ఇప్పటివరకు సంతకాలు కుదుర్చుకున్నామని వివరించారు. 400 ఎకరాల్లో డేటా సెంటర్ సిటీ నిర్మాణం జరుగుతుందని అని శ్రీధర్‌బాబు వివరించారు. — [518, 1312, 968, 1363]
story-rules-paragraph: ఇండెక్స్ సంబంధించి ప్రధాని నరేంద్ర మోదీ తొలిసారిగా స్పందించారు. వ్యవస్థలను వేధింపులకు గురిచేసే నిబంధనలు, చట్టాలు అవసరం లేదని స్పష్టం చేశారు. ఈ మేరకు ఎన్నికల చట్ట సమావేశంలో ఆయన మాట్లాడారని మంత్రి కిషన్ రెడ్డి వివరించారు. — [998, 1062, 1455, 1110]
